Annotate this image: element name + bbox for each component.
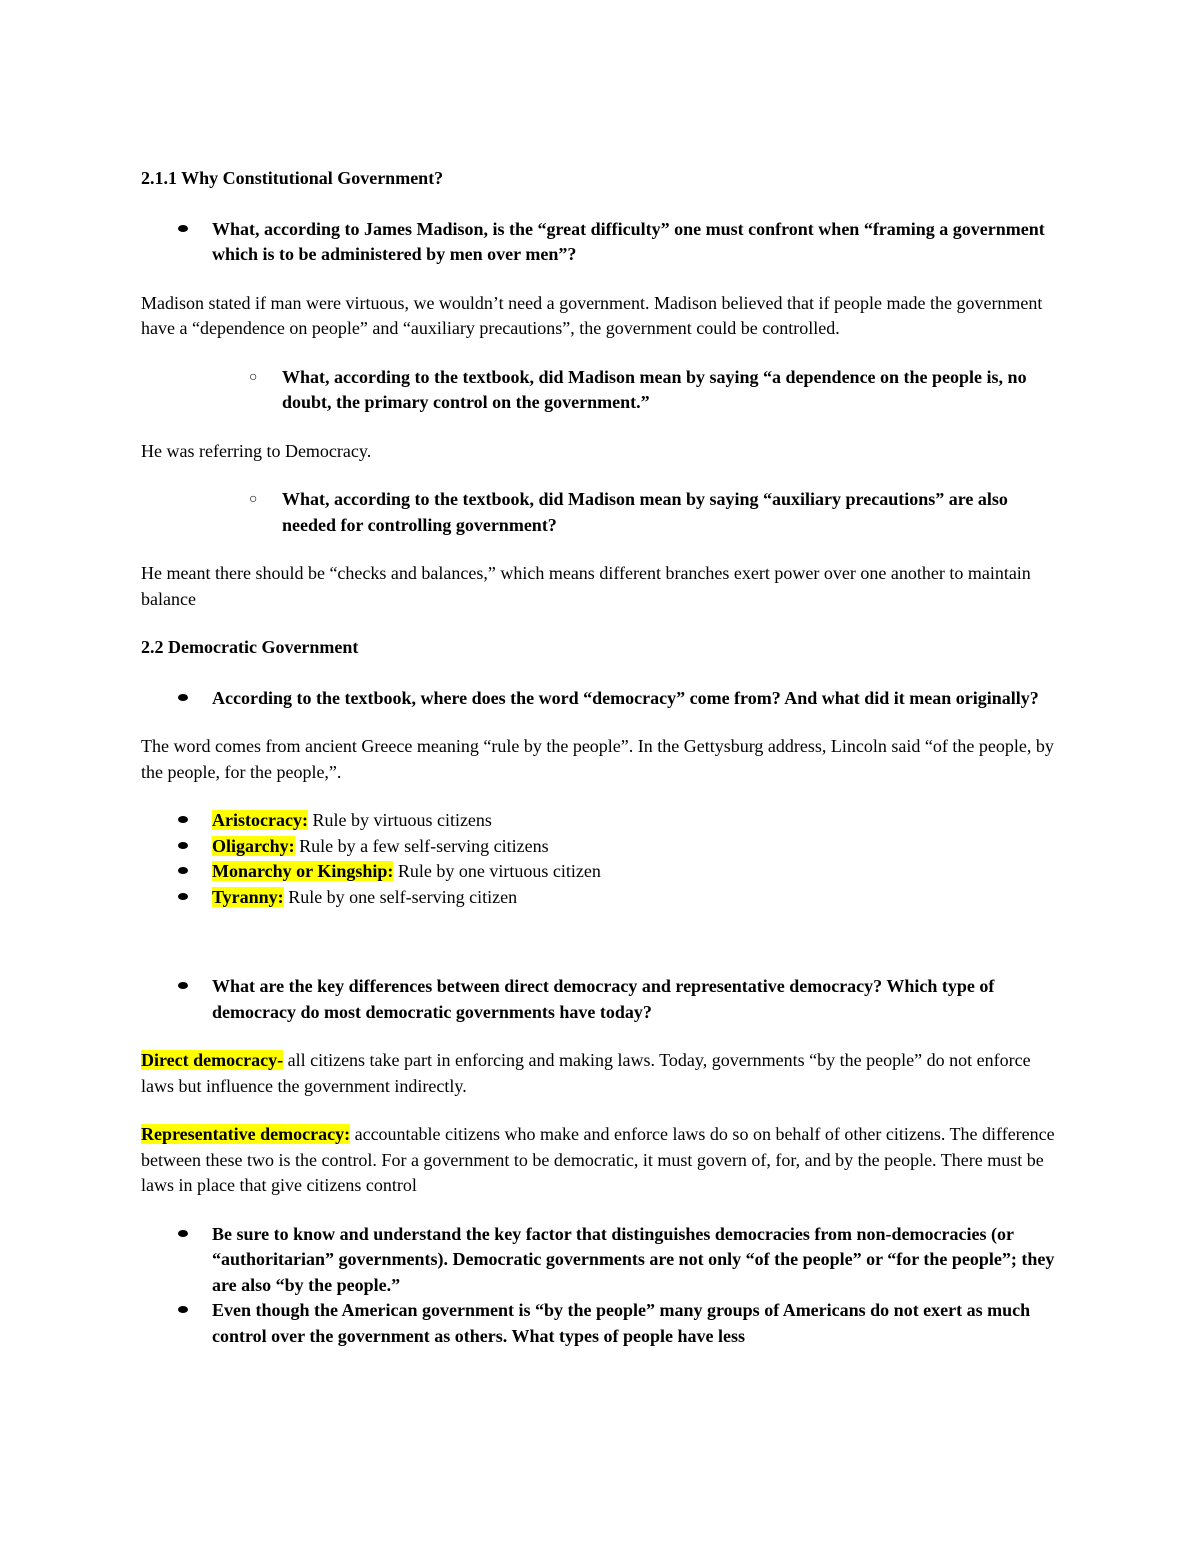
answer-paragraph <box>141 1048 1066 1099</box>
question-list <box>141 217 1066 268</box>
highlighted-term: Direct democracy- <box>141 1050 284 1070</box>
question-bullet <box>141 974 1066 1025</box>
sub-question <box>141 365 1066 416</box>
question-list <box>141 686 1066 712</box>
answer-paragraph: He meant there should be “checks and balances,” which means different branches exert power over one another to maintain balance <box>141 563 1031 609</box>
question-list <box>141 1222 1066 1350</box>
bullet-icon <box>178 1306 188 1313</box>
highlighted-term: Monarchy or Kingship: <box>212 861 394 881</box>
bullet-icon <box>178 694 188 701</box>
question-bullet <box>141 217 1066 268</box>
term-description: Rule by one self-serving citizen <box>283 886 518 907</box>
highlighted-term: Representative democracy: <box>141 1124 351 1144</box>
highlighted-term: Oligarchy: <box>212 835 295 856</box>
answer-paragraph: He was referring to Democracy. <box>141 440 372 461</box>
spacer <box>141 910 1066 974</box>
section-heading: 2.2 Democratic Government <box>141 637 359 657</box>
bullet-icon <box>178 842 188 849</box>
answer-paragraph: Madison stated if man were virtuous, we wouldn’t need a government. Madison believed that if people made the government have a “dependence on people” and “auxiliary precautions”, the government could be controlled. <box>141 292 1043 338</box>
bullet-icon <box>178 867 188 874</box>
question-text: According to the textbook, where does the word “democracy” come from? And what did it mean originally? <box>212 687 1039 708</box>
sub-question <box>141 487 1066 538</box>
question-text: What, according to James Madison, is the “great difficulty” one must confront when “framing a government which is to be administered by men over men”? <box>212 218 1045 264</box>
term-description: all citizens take part in enforcing and making laws. Today, governments “by the people” do not enforce laws but influence the government indirectly. <box>141 1050 1031 1096</box>
bullet-icon <box>178 225 188 232</box>
ring-bullet-icon: ○ <box>249 492 258 507</box>
list-item <box>141 834 1066 860</box>
list-item <box>141 885 1066 911</box>
bullet-icon <box>178 816 188 823</box>
question-bullet <box>141 1298 1066 1349</box>
term-description: Rule by virtuous citizens <box>307 810 492 830</box>
list-item <box>141 808 1066 834</box>
question-text: What are the key differences between direct democracy and representative democracy? Which type of democracy do most democratic governments have today? <box>212 976 995 1022</box>
bullet-icon <box>178 1230 188 1237</box>
ring-bullet-icon: ○ <box>249 369 258 385</box>
bullet-icon <box>178 893 188 900</box>
highlighted-term: Tyranny: <box>212 886 284 907</box>
answer-paragraph: The word comes from ancient Greece meaning “rule by the people”. In the Gettysburg address, Lincoln said “of the people, by the people, for the people,”. <box>141 736 1054 782</box>
question-text: Be sure to know and understand the key factor that distinguishes democracies from non-democracies (or “authoritarian” governments). Democratic governments are not only “of the people” or “for the people”; they are also “by the people.” <box>212 1223 1055 1295</box>
document-body <box>141 166 1066 1349</box>
answer-paragraph <box>141 1122 1066 1199</box>
term-description: Rule by one virtuous citizen <box>393 861 601 881</box>
highlighted-term: Aristocracy: <box>212 810 308 830</box>
government-forms-list <box>141 808 1066 910</box>
sub-question-text: What, according to the textbook, did Madison mean by saying “auxiliary precautions” are also needed for controlling government? <box>282 489 1008 535</box>
question-list <box>141 974 1066 1025</box>
list-item <box>141 859 1066 885</box>
term-description: accountable citizens who make and enforce laws do so on behalf of other citizens. The difference between these two is the control. For a government to be democratic, it must govern of, for, and by the people. There must be laws in place that give citizens control <box>141 1124 1055 1195</box>
bullet-icon <box>178 982 188 989</box>
term-description: Rule by a few self-serving citizens <box>294 835 549 856</box>
question-text: Even though the American government is “by the people” many groups of Americans do not exert as much control over the government as others. What types of people have less <box>212 1300 1031 1346</box>
question-bullet <box>141 1222 1066 1299</box>
sub-question-text: What, according to the textbook, did Madison mean by saying “a dependence on the people is, no doubt, the primary control on the government.” <box>282 366 1027 412</box>
section-heading: 2.1.1 Why Constitutional Government? <box>141 168 444 188</box>
question-bullet <box>141 686 1066 712</box>
